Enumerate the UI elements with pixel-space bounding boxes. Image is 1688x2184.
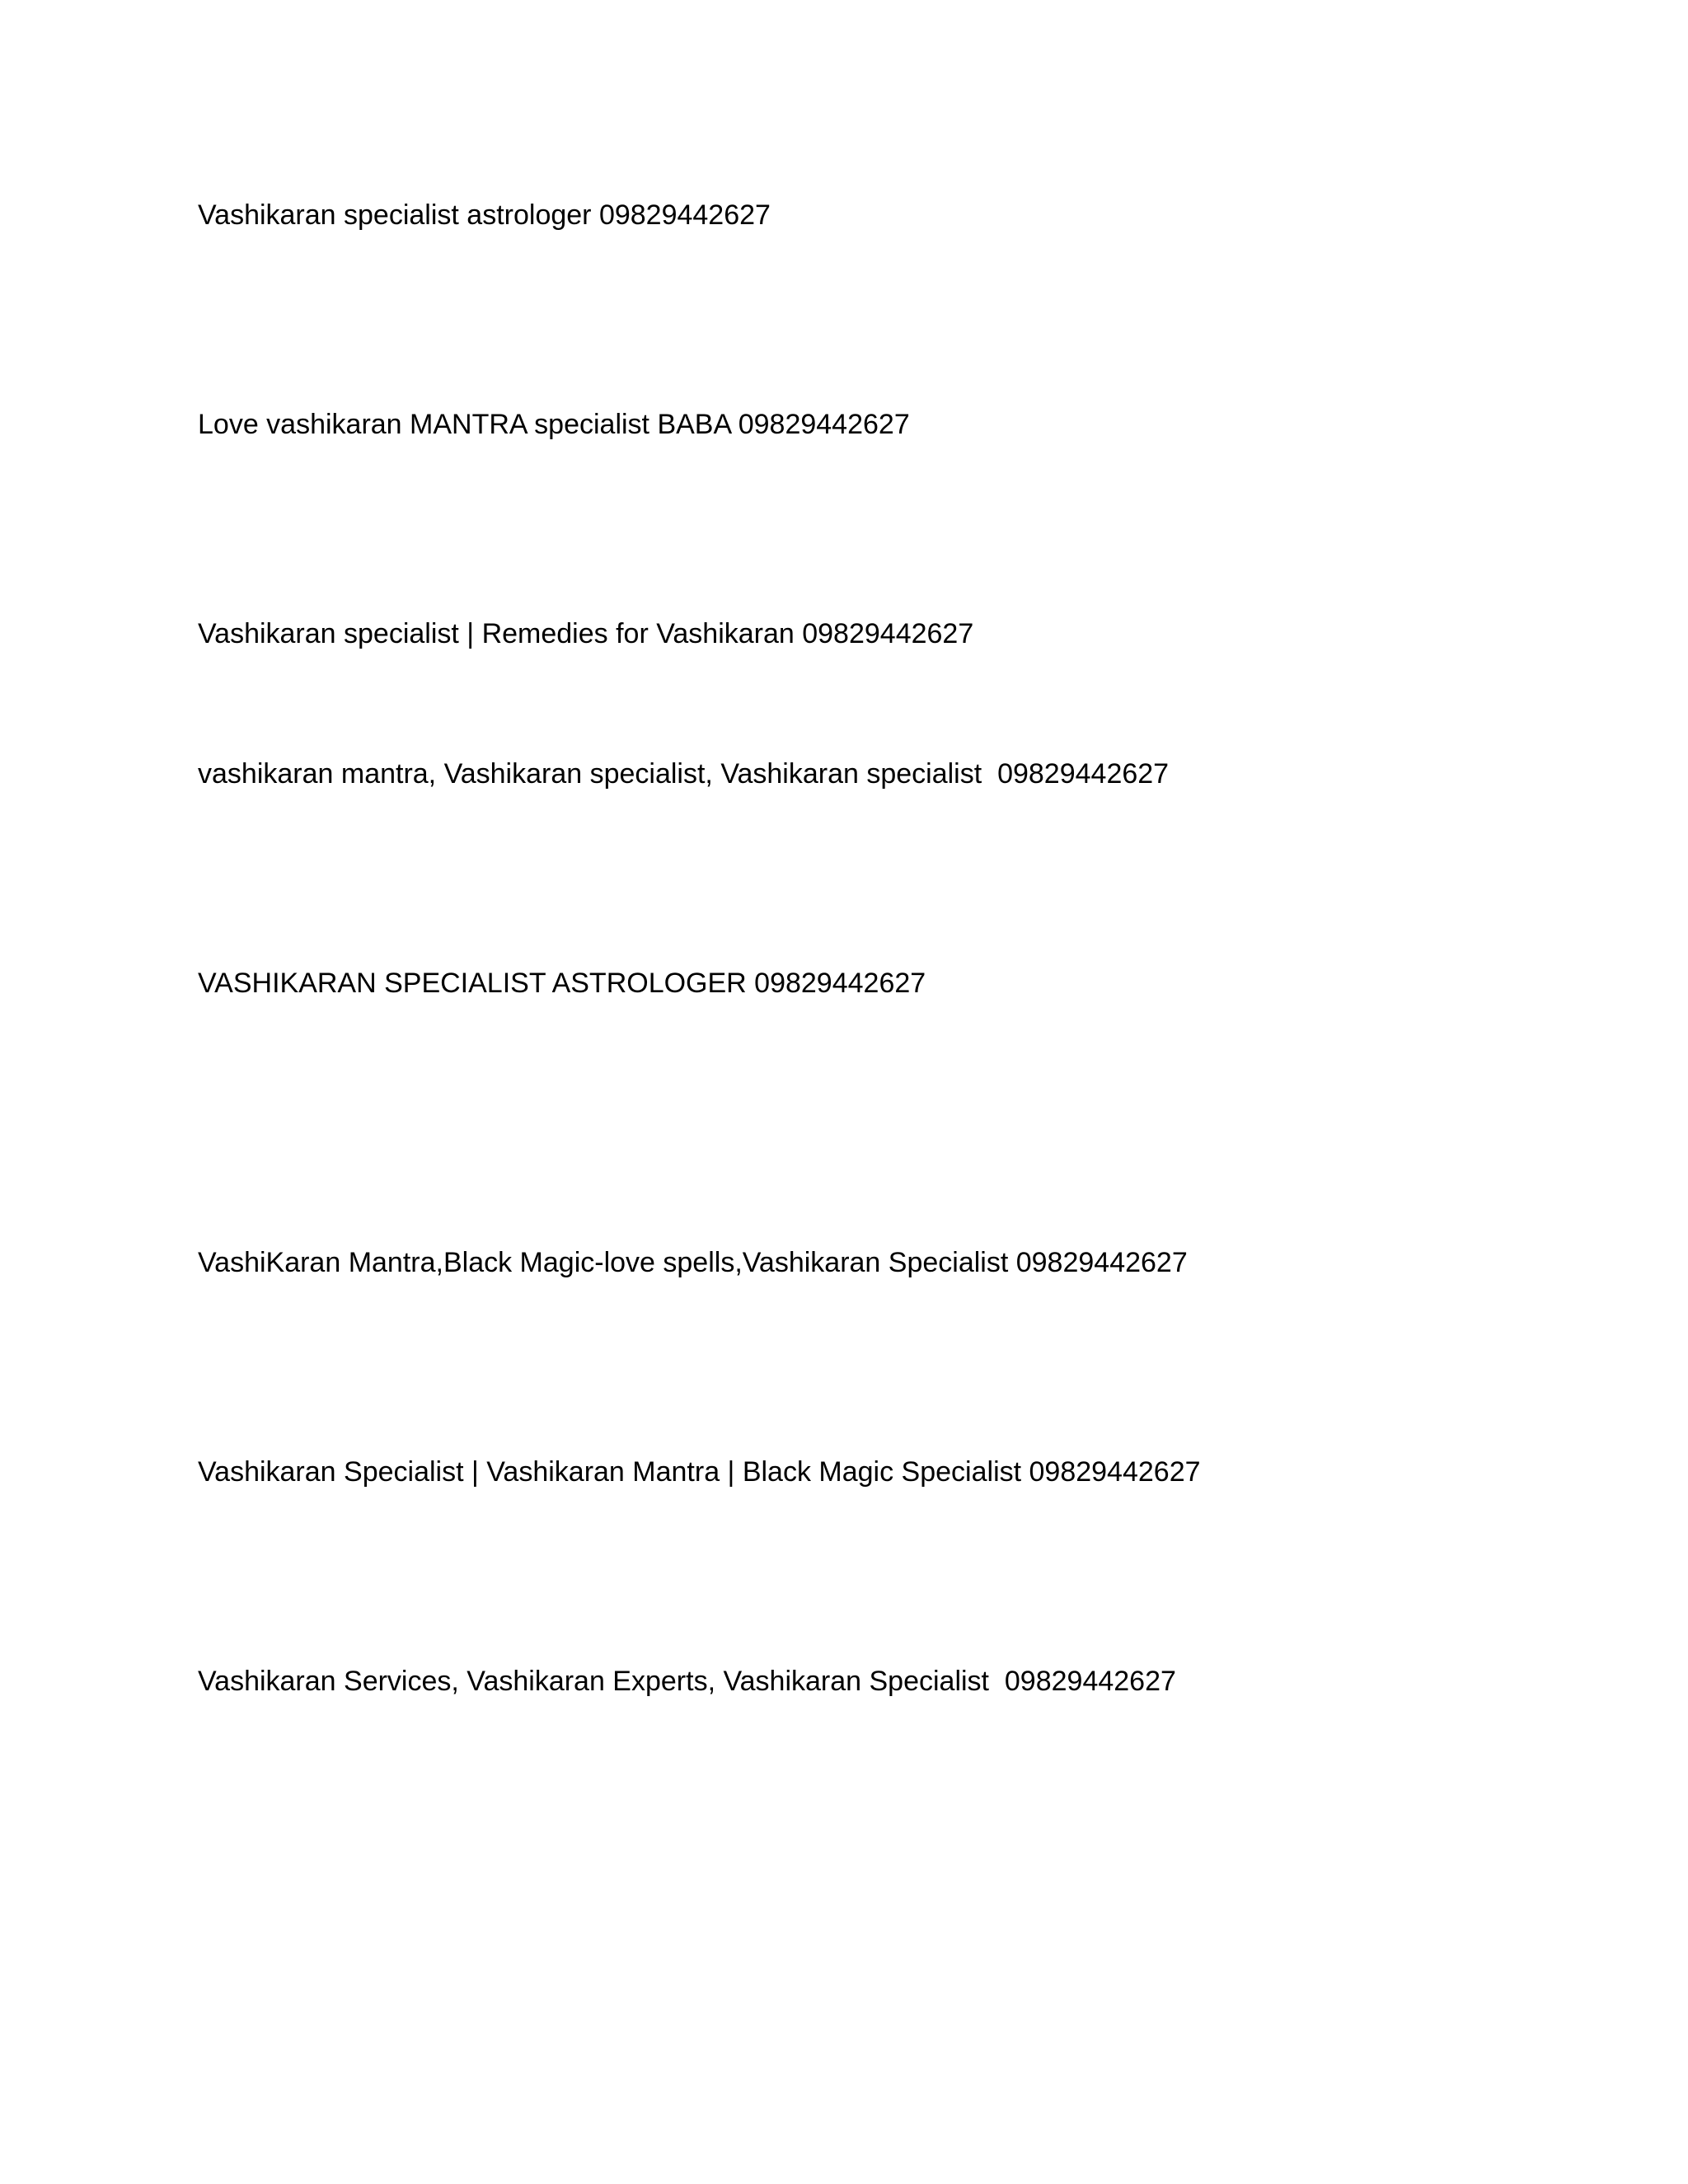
text-line: vashikaran mantra, Vashikaran specialist, Vashikaran specialist 09829442627: [198, 758, 1170, 790]
text-line: VASHIKARAN SPECIALIST ASTROLOGER 09829442627: [198, 968, 926, 999]
text-line: VashiKaran Mantra,Black Magic-love spells,Vashikaran Specialist 09829442627: [198, 1247, 1188, 1278]
text-line: Vashikaran Specialist | Vashikaran Mantra | Black Magic Specialist 09829442627: [198, 1456, 1201, 1488]
text-line: Vashikaran specialist astrologer 09829442627: [198, 199, 771, 231]
text-line: Vashikaran specialist | Remedies for Vashikaran 09829442627: [198, 618, 974, 649]
text-line: Love vashikaran MANTRA specialist BABA 09829442627: [198, 409, 910, 440]
text-line: Vashikaran Services, Vashikaran Experts, Vashikaran Specialist 09829442627: [198, 1666, 1176, 1697]
